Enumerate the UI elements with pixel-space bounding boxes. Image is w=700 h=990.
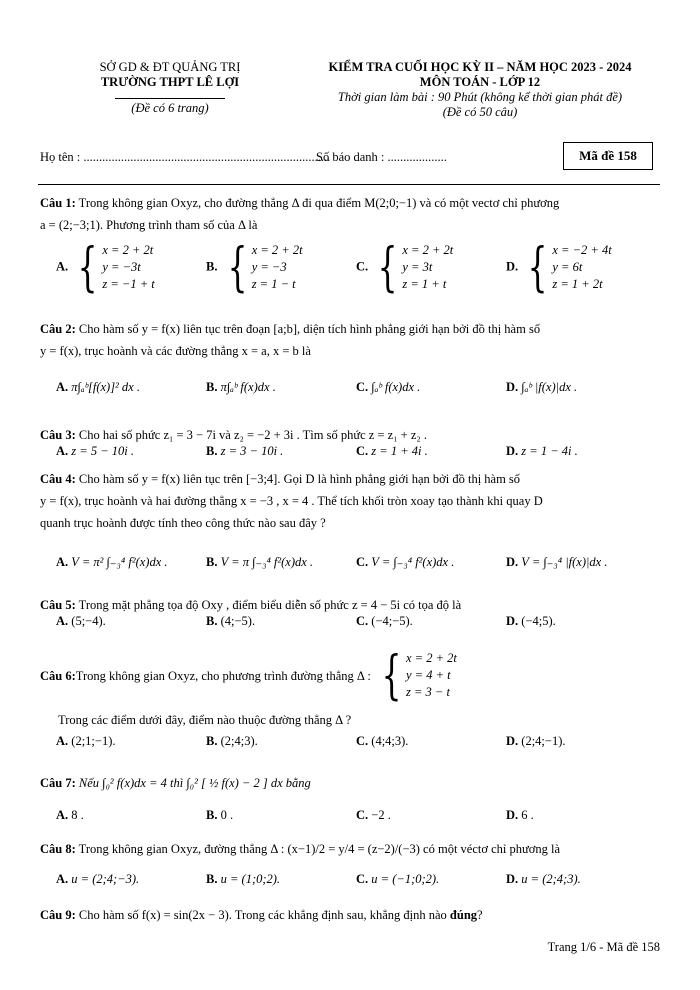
q4-option-c[interactable]: C. V = ∫₋₃⁴ f²(x)dx .	[356, 555, 455, 569]
q6-text-1: Trong không gian Oxyz, cho phương trình đường thẳng Δ :	[75, 668, 371, 683]
q1-b-line-2: y = −3	[251, 260, 287, 274]
q8-b-text: u = (1;0;2).	[220, 872, 281, 886]
q5-d-text: (−4;5).	[521, 614, 556, 628]
q2-b-text: π∫ₐᵇ f(x)dx .	[220, 380, 276, 394]
q1-a-line-3: z = −1 + t	[102, 277, 155, 291]
q7-d-text: 6 .	[521, 808, 534, 822]
q1-option-b[interactable]: B. { x = 2 + 2t y = −3 z = 1 − t	[206, 237, 303, 298]
q5-c-text: (−4;−5).	[371, 614, 413, 628]
q3-option-d[interactable]: D. z = 1 − 4i .	[506, 444, 578, 458]
school-name: TRƯỜNG THPT LÊ LỢI	[100, 75, 240, 89]
time-note: Thời gian làm bài : 90 Phút (không kể thời gian phát đề)	[337, 90, 623, 104]
q8-c-text: u = (−1;0;2).	[371, 872, 440, 886]
q5-label: Câu 5:	[40, 598, 76, 612]
q8-option-c[interactable]: C. u = (−1;0;2).	[356, 872, 440, 886]
q1-option-d[interactable]: D. { x = −2 + 4t y = 6t z = 1 + 2t	[506, 237, 612, 298]
q6-a-text: (2;1;−1).	[71, 734, 116, 748]
q4-b-text: V = π ∫₋₃⁴ f²(x)dx .	[220, 555, 314, 569]
question-2	[40, 318, 660, 362]
q8-d-text: u = (2;4;3).	[521, 872, 581, 886]
q1-label: Câu 1:	[40, 196, 76, 210]
q7-c-text: −2 .	[371, 808, 391, 822]
q1-d-line-2: y = 6t	[552, 260, 583, 274]
q1-b-line-3: z = 1 − t	[251, 277, 296, 291]
q1-d-line-1: x = −2 + 4t	[552, 243, 612, 257]
id-label: Số báo danh : ...................	[316, 150, 447, 164]
q5-option-c[interactable]: C. (−4;−5).	[356, 614, 413, 628]
count-note: (Đề có 50 câu)	[442, 105, 518, 119]
q8-a-text: u = (2;4;−3).	[71, 872, 140, 886]
q8-options	[56, 872, 656, 887]
q5-b-text: (4;−5).	[220, 614, 256, 628]
q1-option-a[interactable]: A. { x = 2 + 2t y = −3t z = −1 + t	[56, 237, 155, 298]
q3-option-c[interactable]: C. z = 1 + 4i .	[356, 444, 428, 458]
q8-label: Câu 8:	[40, 842, 76, 856]
q1-a-line-2: y = −3t	[102, 260, 141, 274]
q6-d-text: (2;4;−1).	[521, 734, 566, 748]
q4-option-b[interactable]: B. V = π ∫₋₃⁴ f²(x)dx .	[206, 555, 314, 569]
q2-option-c[interactable]: C. ∫ₐᵇ f(x)dx .	[356, 380, 421, 394]
question-1	[40, 192, 660, 236]
q2-label: Câu 2:	[40, 322, 76, 336]
q6-b-text: (2;4;3).	[220, 734, 258, 748]
q6-c-text: (4;4;3).	[371, 734, 409, 748]
q7-option-c[interactable]: C. −2 .	[356, 808, 391, 822]
q2-options	[56, 380, 656, 395]
q7-a-text: 8 .	[71, 808, 84, 822]
q5-options	[56, 614, 656, 629]
q3-text-1: Cho hai số phức z₁ = 3 − 7i và z₂ = −2 + 3i . Tìm số phức z = z₁ + z₂ .	[75, 428, 428, 442]
q1-b-line-1: x = 2 + 2t	[251, 243, 303, 257]
exam-title: KIỂM TRA CUỐI HỌC KỲ II – NĂM HỌC 2023 - 2024	[328, 60, 632, 74]
q1-d-line-3: z = 1 + 2t	[552, 277, 603, 291]
q8-option-b[interactable]: B. u = (1;0;2).	[206, 872, 281, 886]
q6-option-c[interactable]: C. (4;4;3).	[356, 734, 409, 748]
q9-bold-word: đúng	[449, 908, 478, 922]
dept-name: SỞ GD & ĐT QUẢNG TRỊ	[99, 60, 241, 74]
q1-text-2: a = (2;−3;1). Phương trình tham số của Δ là	[40, 218, 258, 232]
q5-option-a[interactable]: A. (5;−4).	[56, 614, 106, 628]
q4-text-3: quanh trục hoành được tính theo công thức nào sau đây ?	[40, 516, 326, 530]
q6-sys-line-3: z = 3 − t	[405, 685, 450, 699]
question-6	[40, 645, 660, 731]
question-7	[40, 772, 660, 794]
q7-text-1: Nếu ∫₀² f(x)dx = 4 thì ∫₀² [ ½ f(x) − 2 ] dx bằng	[75, 776, 311, 790]
q4-option-d[interactable]: D. V = ∫₋₃⁴ |f(x)|dx .	[506, 555, 608, 569]
q4-options	[56, 554, 656, 570]
page-footer: Trang 1/6 - Mã đề 158	[547, 940, 660, 954]
q4-c-text: V = ∫₋₃⁴ f²(x)dx .	[371, 555, 455, 569]
header-divider	[115, 98, 225, 99]
q5-option-d[interactable]: D. (−4;5).	[506, 614, 556, 628]
q6-sys-line-1: x = 2 + 2t	[405, 651, 457, 665]
q8-option-d[interactable]: D. u = (2;4;3).	[506, 872, 581, 886]
q3-d-text: z = 1 − 4i .	[521, 444, 578, 458]
q2-text-1: Cho hàm số y = f(x) liên tục trên đoạn [a;b], diện tích hình phẳng giới hạn bởi đồ thị hàm số	[75, 322, 541, 336]
section-rule	[38, 184, 660, 185]
q8-option-a[interactable]: A. u = (2;4;−3).	[56, 872, 140, 886]
pages-note: (Đề có 6 trang)	[131, 101, 209, 115]
q1-option-c[interactable]: C. { x = 2 + 2t y = 3t z = 1 + t	[356, 237, 454, 298]
q3-c-text: z = 1 + 4i .	[371, 444, 428, 458]
q9-text-2: ?	[477, 908, 483, 922]
q3-option-a[interactable]: A. z = 5 − 10i .	[56, 444, 134, 458]
q7-b-text: 0 .	[220, 808, 234, 822]
q4-label: Câu 4:	[40, 472, 76, 486]
q7-options	[56, 808, 656, 823]
q2-d-text: ∫ₐᵇ |f(x)|dx .	[521, 380, 578, 394]
exam-code-box: Mã đề 158	[563, 142, 653, 170]
q6-label: Câu 6:	[40, 668, 76, 683]
q4-text-2: y = f(x), trục hoành và hai đường thẳng x = −3 , x = 4 . Thể tích khối tròn xoay tạo thành khi quay D	[40, 494, 543, 508]
q6-system: { x = 2 + 2t y = 4 + t z = 3 − t	[381, 645, 457, 706]
q1-c-line-2: y = 3t	[402, 260, 433, 274]
q1-options	[56, 237, 656, 298]
question-5	[40, 594, 660, 616]
q2-c-text: ∫ₐᵇ f(x)dx .	[371, 380, 421, 394]
q2-a-text: π∫ₐᵇ[f(x)]² dx .	[71, 380, 140, 394]
q7-option-d[interactable]: D. 6 .	[506, 808, 534, 822]
q7-option-a[interactable]: A. 8 .	[56, 808, 84, 822]
q9-text-1: Cho hàm số f(x) = sin(2x − 3). Trong các khẳng định sau, khẳng định nào	[75, 908, 450, 922]
q3-options	[56, 444, 656, 459]
q1-c-line-3: z = 1 + t	[402, 277, 447, 291]
q3-b-text: z = 3 − 10i .	[220, 444, 284, 458]
q2-option-b[interactable]: B. π∫ₐᵇ f(x)dx .	[206, 380, 276, 394]
q3-option-b[interactable]: B. z = 3 − 10i .	[206, 444, 284, 458]
q1-text-1: Trong không gian Oxyz, cho đường thẳng Δ đi qua điểm M(2;0;−1) và có một vectơ chỉ phương	[75, 196, 560, 210]
header-right	[290, 60, 670, 120]
question-8	[40, 838, 660, 860]
q7-option-b[interactable]: B. 0 .	[206, 808, 234, 822]
q6-text-2: Trong các điểm dưới đây, điểm nào thuộc đường thẳng Δ ?	[58, 713, 352, 727]
q7-label: Câu 7:	[40, 776, 76, 790]
subject: MÔN TOÁN - LỚP 12	[419, 75, 541, 89]
q6-options	[56, 734, 656, 749]
q5-option-b[interactable]: B. (4;−5).	[206, 614, 256, 628]
q3-label: Câu 3:	[40, 428, 76, 442]
q4-text-1: Cho hàm số y = f(x) liên tục trên [−3;4]. Gọi D là hình phẳng giới hạn bởi đồ thị hàm số	[75, 472, 521, 486]
q6-option-a[interactable]: A. (2;1;−1).	[56, 734, 116, 748]
q2-option-d[interactable]: D. ∫ₐᵇ |f(x)|dx .	[506, 380, 578, 394]
q6-option-d[interactable]: D. (2;4;−1).	[506, 734, 566, 748]
q4-d-text: V = ∫₋₃⁴ |f(x)|dx .	[521, 555, 608, 569]
q1-a-line-1: x = 2 + 2t	[102, 243, 154, 257]
q3-a-text: z = 5 − 10i .	[71, 444, 134, 458]
q4-option-a[interactable]: A. V = π² ∫₋₃⁴ f²(x)dx .	[56, 555, 168, 569]
question-4	[40, 468, 660, 534]
header-left	[60, 60, 280, 116]
name-label: Họ tên : ...............................................................................	[40, 150, 331, 164]
q6-option-b[interactable]: B. (2;4;3).	[206, 734, 258, 748]
q1-c-line-1: x = 2 + 2t	[402, 243, 454, 257]
q8-text-1: Trong không gian Oxyz, đường thẳng Δ : (x−1)/2 = y/4 = (z−2)/(−3) có một véctơ chỉ phương là	[75, 842, 561, 856]
q5-text-1: Trong mặt phẳng tọa độ Oxy , điểm biểu diễn số phức z = 4 − 5i có tọa độ là	[75, 598, 462, 612]
q6-sys-line-2: y = 4 + t	[405, 668, 451, 682]
q2-option-a[interactable]: A. π∫ₐᵇ[f(x)]² dx .	[56, 380, 140, 394]
q9-label: Câu 9:	[40, 908, 76, 922]
q2-text-2: y = f(x), trục hoành và các đường thẳng x = a, x = b là	[40, 344, 311, 358]
q5-a-text: (5;−4).	[71, 614, 106, 628]
question-3	[40, 424, 660, 446]
question-9	[40, 904, 660, 926]
q4-a-text: V = π² ∫₋₃⁴ f²(x)dx .	[71, 555, 168, 569]
